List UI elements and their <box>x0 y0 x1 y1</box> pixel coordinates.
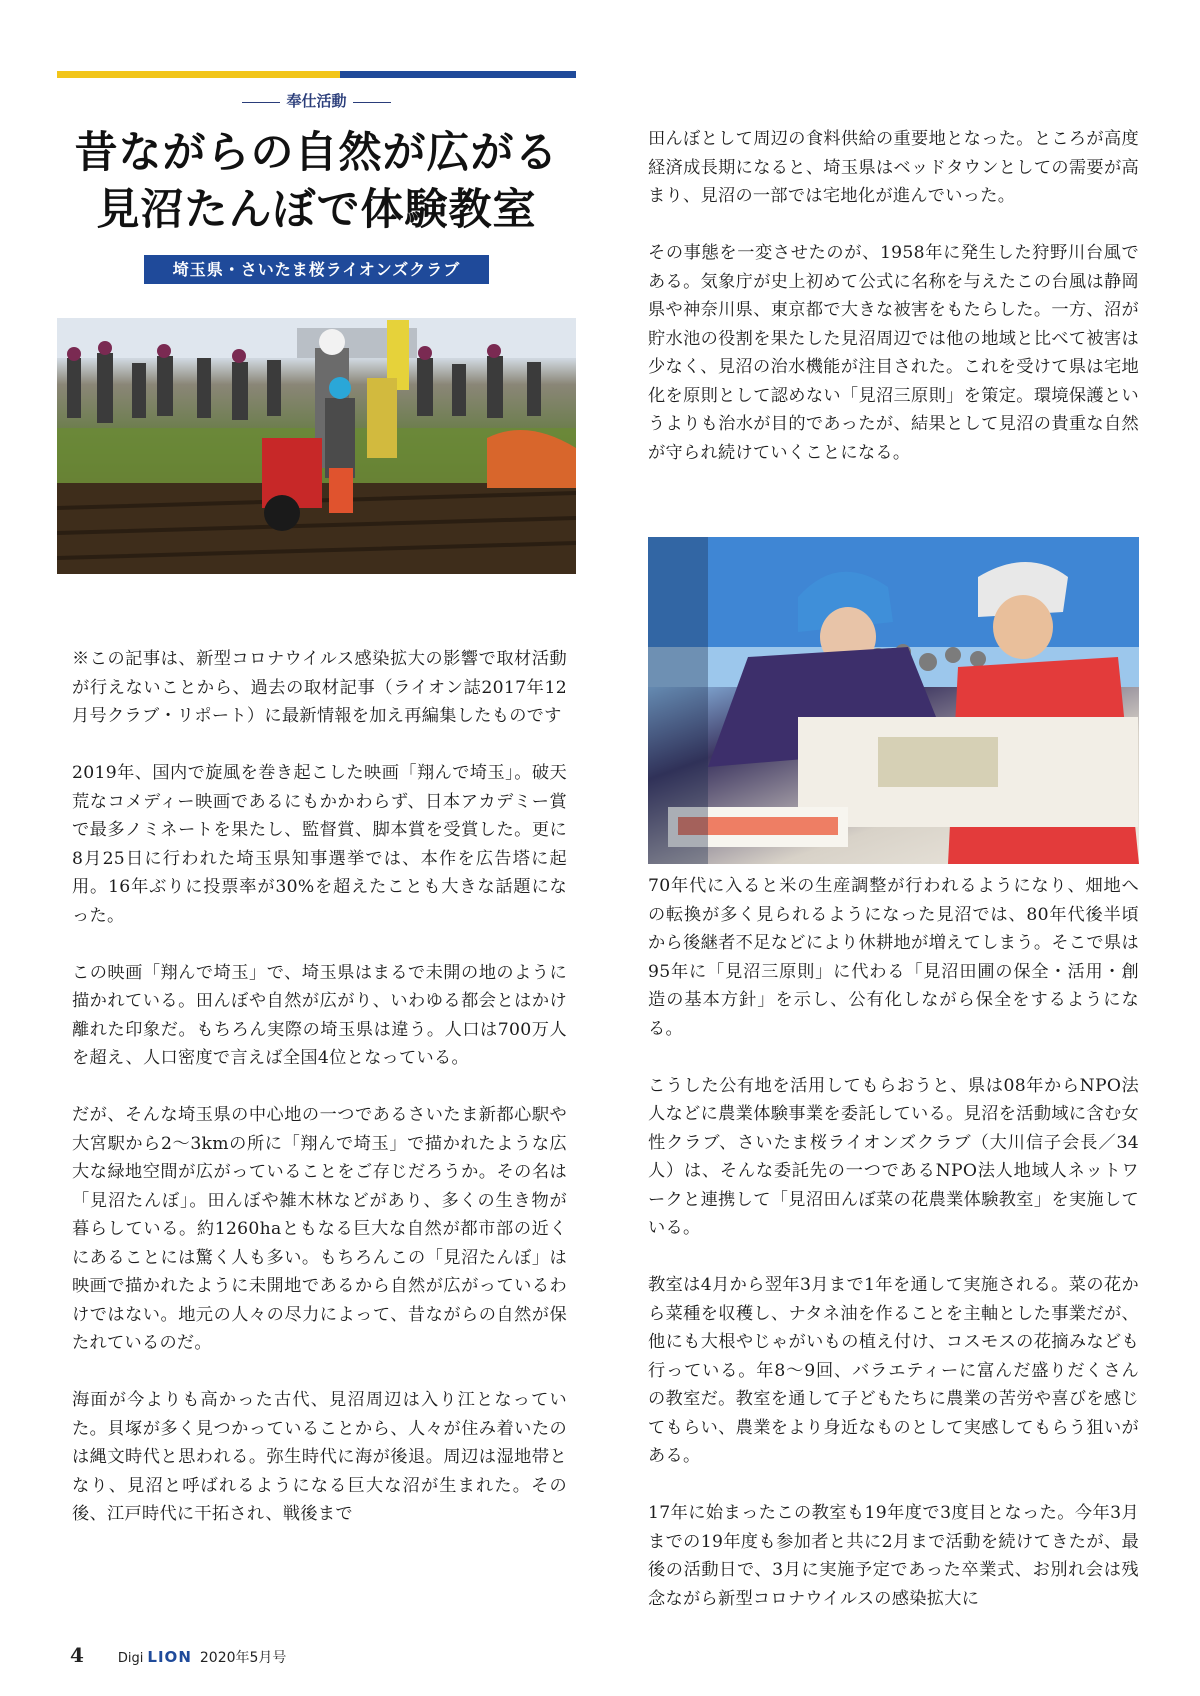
title-line-1: 昔ながらの自然が広がる <box>74 128 559 178</box>
left-paragraph: だが、そんな埼玉県の中心地の一つであるさいたま新都心駅や大宮駅から2〜3kmの所に「翔んで埼玉」で描かれたような広大な緑地空間が広がっていることをご存じだろうか。その名は「見沼たんぼ」。田んぼや雑木林などがあり、多くの生き物が暮らしている。約1260haともなる巨大な自然が都市部の近くにあることには驚く人も多い。もちろんこの「見沼たんぼ」は映画で描かれたように未開地であるから自然が広がっているわけではない。地元の人々の尽力によって、昔ながらの自然が保たれているのだ。 <box>72 1105 567 1353</box>
category-dash-left <box>242 102 280 103</box>
header-accent-bar <box>57 71 576 78</box>
magazine-prefix: Digi <box>117 1651 144 1666</box>
page-number: 4 <box>70 1643 84 1667</box>
issue-label: 2020年5月号 <box>199 1650 287 1666</box>
photo-field-illustration <box>57 318 576 574</box>
page-footer <box>70 1643 286 1667</box>
photo-seed-workshop <box>648 537 1139 864</box>
right-bottom-paragraph: 70年代に入ると米の生産調整が行われるようになり、畑地への転換が多く見られるようになった見沼では、80年代後半頃から後継者不足などにより休耕地が増えてしまう。そこで県は95年に「見沼三原則」に代わる「見沼田圃の保全・活用・創造の基本方針」を示し、公有化しながら保全をするようになる。 <box>648 876 1139 1039</box>
right-bottom-paragraph: 17年に始まったこの教室も19年度で3度目となった。今年3月までの19年度も参加者と共に2月まで活動を続けてきたが、最後の活動日で、3月に実施予定であった卒業式、お別れ会は残念ながら新型コロナウイルスの感染拡大に <box>648 1503 1139 1609</box>
left-text-column <box>72 645 567 1557</box>
title-line-2: 見沼たんぼで体験教室 <box>96 184 537 235</box>
club-name-band: 埼玉県・さいたま桜ライオンズクラブ <box>144 255 489 284</box>
photo-field-cultivator <box>57 318 576 574</box>
right-text-column-bottom <box>648 872 1139 1642</box>
magazine-name: LION <box>147 1648 192 1666</box>
left-paragraph: この映画「翔んで埼玉」で、埼玉県はまるで未開の地のように描かれている。田んぼや自然が広がり、いわゆる都会とはかけ離れた印象だ。もちろん実際の埼玉県は違う。人口は700万人を超え、人口密度で言えば全国4位となっている。 <box>72 962 567 1068</box>
category-dash-right <box>353 102 391 103</box>
category-text: 奉仕活動 <box>286 92 347 110</box>
photo-workshop-illustration <box>648 537 1139 864</box>
left-paragraph: 海面が今よりも高かった古代、見沼周辺は入り江となっていた。貝塚が多く見つかっていることから、人々が住み着いたのは縄文時代と思われる。弥生時代に海が後退。周辺は湿地帯となり、見沼と呼ばれるようになる巨大な沼が生まれた。その後、江戸時代に干拓され、戦後まで <box>72 1390 567 1524</box>
right-top-paragraph: 田んぼとして周辺の食料供給の重要地となった。ところが高度経済成長期になると、埼玉県はベッドタウンとしての需要が高まり、見沼の一部では宅地化が進んでいった。 <box>648 129 1139 206</box>
right-bottom-paragraph: 教室は4月から翌年3月まで1年を通して実施される。菜の花から菜種を収穫し、ナタネ油を作ることを主軸とした事業だが、他にも大根やじゃがいもの植え付け、コスモスの花摘みなども行っている。年8〜9回、バラエティーに富んだ盛りだくさんの教室だ。教室を通して子どもたちに農業の苦労や喜びを感じてもらい、農業をより身近なものとして実感してもらう狙いがある。 <box>648 1275 1139 1466</box>
accent-bar-blue <box>340 71 576 78</box>
left-paragraph: 2019年、国内で旋風を巻き起こした映画「翔んで埼玉」。破天荒なコメディー映画であるにもかかわらず、日本アカデミー賞で最多ノミネートを果たし、監督賞、脚本賞を受賞した。更に8月25日に行われた埼玉県知事選挙では、本作を広告塔に起用。16年ぶりに投票率が30%を超えたことも大きな話題になった。 <box>72 763 567 926</box>
right-bottom-paragraph: こうした公有地を活用してもらおうと、県は08年からNPO法人などに農業体験事業を委託している。見沼を活動域に含む女性クラブ、さいたま桜ライオンズクラブ（大川信子会長／34人）は、そんな委託先の一つであるNPO法人地域人ネットワークと連携して「見沼田んぼ菜の花農業体験教室」を実施している。 <box>648 1075 1139 1238</box>
right-text-column-top <box>648 125 1139 496</box>
accent-bar-yellow <box>57 71 340 78</box>
right-top-paragraph: その事態を一変させたのが、1958年に発生した狩野川台風である。気象庁が史上初めて公式に名称を与えたこの台風は静岡県や神奈川県、東京都で大きな被害をもたらした。一方、沼が貯水池の役割を果たした見沼周辺では他の地域と比べて被害は少なく、見沼の治水機能が注目された。これを受けて県は宅地化を原則として認めない「見沼三原則」を策定。環境保護というよりも治水が目的であったが、結果として見沼の貴重な自然が守られ続けていくことになる。 <box>648 243 1139 463</box>
category-label <box>57 90 576 111</box>
left-paragraph: ※この記事は、新型コロナウイルス感染拡大の影響で取材活動が行えないことから、過去の取材記事（ライオン誌2017年12月号クラブ・リポート）に最新情報を加え再編集したものです <box>72 649 567 726</box>
article-title <box>57 125 576 239</box>
